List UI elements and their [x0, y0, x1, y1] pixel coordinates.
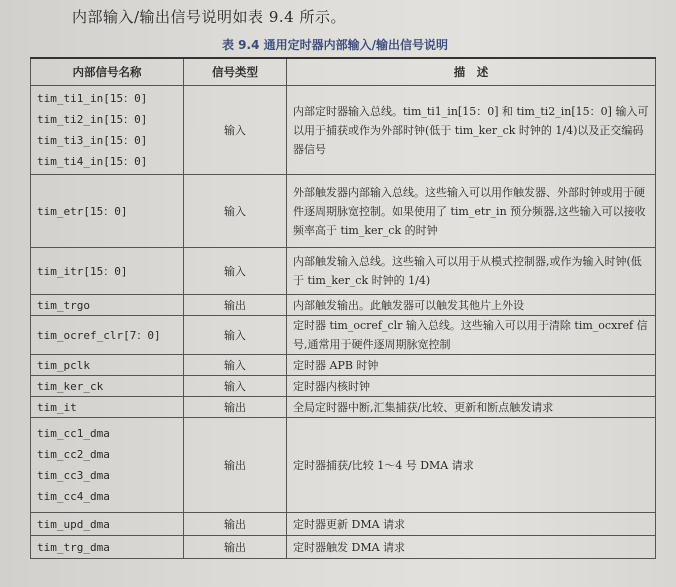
signal-name-cell [31, 86, 184, 175]
header-signal-type: 信号类型 [184, 58, 287, 86]
signal-type: 输出 [184, 418, 287, 513]
signal-name: tim_ocref_clr[7：0] [31, 316, 184, 355]
signal-type: 输入 [184, 355, 287, 376]
signal-description: 定时器 APB 时钟 [287, 355, 656, 376]
table-row [31, 397, 656, 418]
signal-name: tim_cc4_dma [37, 490, 110, 503]
signal-name: tim_etr[15：0] [31, 175, 184, 248]
signal-name: tim_trgo [31, 295, 184, 316]
signal-name: tim_ti3_in[15：0] [37, 134, 148, 147]
intro-text: 内部输入/输出信号说明如表 9.4 所示。 [72, 8, 346, 26]
signal-type: 输入 [184, 248, 287, 295]
header-description: 描 述 [287, 58, 656, 86]
signal-type: 输入 [184, 316, 287, 355]
table-header-row [31, 58, 656, 86]
table-row [31, 355, 656, 376]
signal-description: 定时器触发 DMA 请求 [287, 536, 656, 559]
signal-name: tim_ti4_in[15：0] [37, 155, 148, 168]
signal-name: tim_it [31, 397, 184, 418]
signal-description: 外部触发器内部输入总线。这些输入可以用作触发器、外部时钟或用于硬件逐周期脉宽控制。如果使用了 tim_etr_in 预分频器,这些输入可以接收频率高于 tim_ker_ck 的时钟 [287, 175, 656, 248]
signal-name-cell [31, 418, 184, 513]
signal-name: tim_trg_dma [31, 536, 184, 559]
signal-name: tim_ti1_in[15：0] [37, 92, 148, 105]
signal-name: tim_cc2_dma [37, 448, 110, 461]
signal-name: tim_ker_ck [31, 376, 184, 397]
signal-name: tim_cc3_dma [37, 469, 110, 482]
signal-type: 输出 [184, 397, 287, 418]
signal-description: 定时器内核时钟 [287, 376, 656, 397]
table-caption: 表 9.4 通用定时器内部输入/输出信号说明 [222, 38, 448, 52]
table-row [31, 536, 656, 559]
signal-description: 全局定时器中断,汇集捕获/比较、更新和断点触发请求 [287, 397, 656, 418]
signal-table [30, 57, 656, 559]
signal-description: 定时器更新 DMA 请求 [287, 513, 656, 536]
header-signal-name: 内部信号名称 [31, 58, 184, 86]
signal-description: 内部触发输出。此触发器可以触发其他片上外设 [287, 295, 656, 316]
signal-name: tim_cc1_dma [37, 427, 110, 440]
signal-type: 输出 [184, 513, 287, 536]
signal-type: 输入 [184, 86, 287, 175]
signal-description: 内部定时器输入总线。tim_ti1_in[15：0] 和 tim_ti2_in[15：0] 输入可以用于捕获或作为外部时钟(低于 tim_ker_ck 时钟的 1/4)以及正交编码器信号 [287, 86, 656, 175]
signal-name: tim_pclk [31, 355, 184, 376]
signal-type: 输入 [184, 175, 287, 248]
table-row [31, 513, 656, 536]
signal-type: 输出 [184, 536, 287, 559]
table-row [31, 248, 656, 295]
table-row [31, 316, 656, 355]
table-row [31, 295, 656, 316]
signal-description: 定时器 tim_ocref_clr 输入总线。这些输入可以用于清除 tim_ocxref 信号,通常用于硬件逐周期脉宽控制 [287, 316, 656, 355]
table-row [31, 376, 656, 397]
signal-type: 输出 [184, 295, 287, 316]
signal-name: tim_upd_dma [31, 513, 184, 536]
signal-description: 内部触发输入总线。这些输入可以用于从模式控制器,或作为输入时钟(低于 tim_ker_ck 时钟的 1/4) [287, 248, 656, 295]
signal-name: tim_itr[15：0] [31, 248, 184, 295]
table-row [31, 175, 656, 248]
signal-description: 定时器捕获/比较 1～4 号 DMA 请求 [287, 418, 656, 513]
table-row [31, 418, 656, 513]
signal-type: 输入 [184, 376, 287, 397]
signal-name: tim_ti2_in[15：0] [37, 113, 148, 126]
table-row [31, 86, 656, 175]
